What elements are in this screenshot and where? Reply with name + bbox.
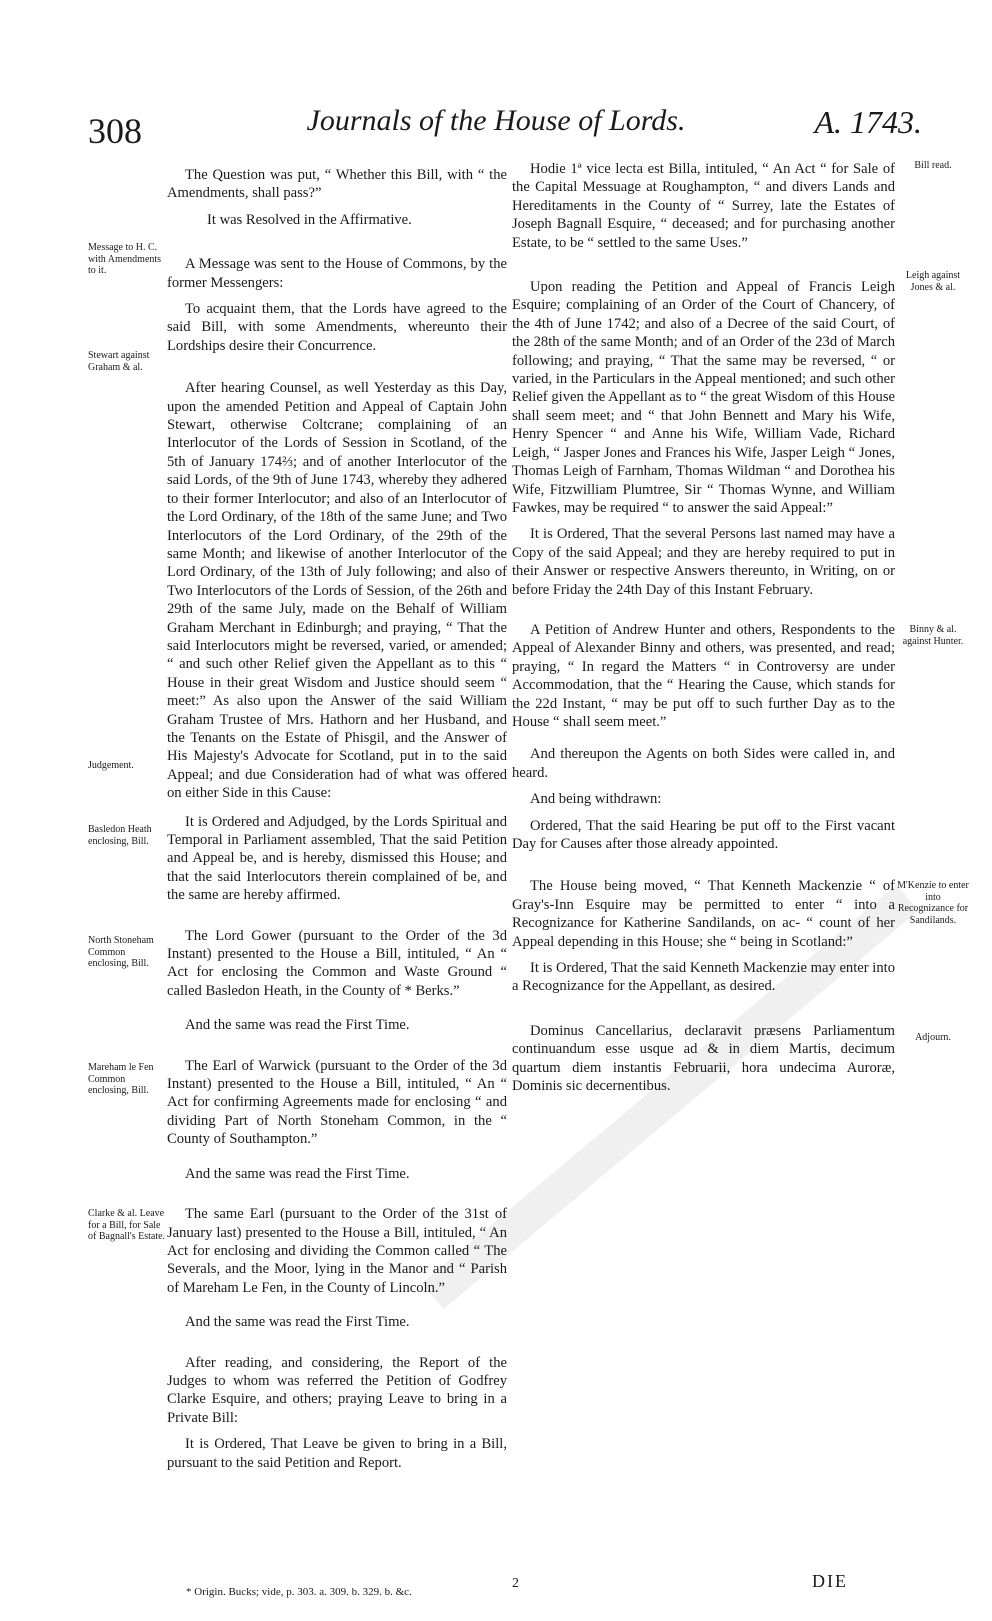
paragraph: And being withdrawn: [530,791,662,808]
margin-note: Mareham le Fen Common enclosing, Bill. [88,1062,154,1096]
paragraph: To acquaint them, that the Lords have agreed to the said Bill, with some Amendments, whereunto their Lordships desire their Concurrence. [167,301,507,354]
margin-note: Adjourn. [915,1032,951,1043]
margin-note: Clarke & al. Leave for a Bill, for Sale of Bagnall's Estate. [88,1208,166,1242]
paragraph: And thereupon the Agents on both Sides were called in, and heard. [512,746,895,781]
paragraph: Ordered, That the said Hearing be put off to the First vacant Day for Causes after those already appointed. [512,817,895,852]
margin-note: M'Kenzie to enter into Recognizance for Sandilands. [897,880,969,926]
paragraph: And the same was read the First Time. [185,1314,410,1331]
page-year: A. 1743. [814,104,922,140]
paragraph: A Petition of Andrew Hunter and others, Respondents to the Appeal of Alexander Binny and others, was presented, and read; praying, “ In regard the Matters “ in Controversy are under Accommodation, that the “ Hearing the Cause, which stands for the 22d Instant, “ may be put off to such further Day as to the House “ shall seem meet.” [512,621,895,730]
paragraph: Hodie 1ª vice lecta est Billa, intituled, “ An Act “ for Sale of the Capital Messuage at Roughampton, “ and divers Lands and Hereditaments in the County of “ Surrey, late the Estates of Joseph Bagnall Esquire, “ deceased; and for purchasing another Estate, to be “ settled to the same Uses.” [512,161,895,251]
paragraph: The House being moved, “ That Kenneth Mackenzie “ of Gray's-Inn Esquire may be permitted to enter “ into a Recognizance for Katherine Sandilands, on ac- “ count of her Appeal depending in this House; she “ being in Scotland:” [512,878,895,950]
margin-note: North Stoneham Common enclosing, Bill. [88,935,154,969]
paragraph: And the same was read the First Time. [185,1165,410,1182]
paragraph: A Message was sent to the House of Commons, by the former Messengers: [167,256,507,291]
catchword: DIE [812,1571,848,1591]
paragraph: The Earl of Warwick (pursuant to the Order of the 3d Instant) presented to the House a Bill, intituled, “ An “ Act for confirming Agreements made for enclosing “ and dividing Part of North Stoneham Common, in the “ County of Southampton.” [167,1057,507,1148]
margin-note: Binny & al. against Hunter. [902,624,964,647]
footnote: * Origin. Bucks; vide, p. 303. a. 309. b. 329. b. &c. [186,1586,412,1598]
margin-note: Bill read. [914,160,952,171]
paragraph: Dominus Cancellarius, declaravit præsens Parliamentum continuandum esse usque ad & in diem Martis, decimum quartum diem instantis Februarii, hora undecima Auroræ, Dominis sic decernentibus. [512,1022,895,1095]
paragraph: It is Ordered and Adjudged, by the Lords Spiritual and Temporal in Parliament assembled, That the said Petition and Appeal be, and is hereby, dismissed this House; and that the said Interlocutors therein complained of be, and the same are hereby affirmed. [167,813,507,904]
paragraph: After hearing Counsel, as well Yesterday as this Day, upon the amended Petition and Appeal of Captain John Stewart, otherwise Coltcrane; complaining of an Interlocutor of the Lords of Session in Scotland, of the 5th of January 174⅔; and of another Interlocutor of the said Lords, of the 9th of June 1743, whereby they adhered to their former Interlocutor; and also of an Interlocutor of the Lord Ordinary, of the 18th of the same June; and Two Interlocutors of the Lord Ordinary, of the 29th of the same Month; and likewise of another Interlocutor of the Lord Ordinary, of the 13th of July following; and also of Two Interlocutors of the Lords of Session, of the 26th and 29th of the same July, made on the Behalf of William Graham Merchant in Edinburgh; and praying, “ That the said Interlocutors might be reversed, varied, or amended; “ and such other Relief given the Appellant as to this “ House in their great Wisdom and Justice should seem “ meet:” As also upon the Answer of the said William Graham Trustee of Mrs. Hathorn and her Husband, and the Tenants on the Estate of Phisgil, and the Answer of His Majesty's Advocate for Scotland, put in to the said Appeal; and due Consideration had of what was offered on either Side in this Cause: [167,380,507,802]
paragraph: And the same was read the First Time. [185,1017,410,1034]
paragraph: The Lord Gower (pursuant to the Order of the 3d Instant) presented to the House a Bill, intituled, “ An “ Act for enclosing the Common and Waste Ground “ called Basledon Heath, in the County of * Berks.” [167,927,507,999]
left-column [167,166,507,1480]
right-column [512,160,895,1103]
page-header [0,24,992,74]
paragraph: It is Ordered, That the several Persons last named may have a Copy of the said Appeal; and they are hereby required to put in their Answer or respective Answers thereunto, in Writing, on or before Friday the 24th Day of this Instant February. [512,526,895,598]
margin-note: Message to H. C. with Amendments to it. [88,242,162,276]
paragraph: The same Earl (pursuant to the Order of the 31st of January last) presented to the House a Bill, intituled, “ An Act for enclosing and dividing the Common called “ The Severals, and the Moor, lying in the Manor and “ Parish of Mareham Le Fen, in the County of Lincoln.” [167,1206,507,1296]
margin-note: Leigh against Jones & al. [905,270,961,293]
page-title: Journals of the House of Lords. [306,104,686,137]
paragraph: Upon reading the Petition and Appeal of Francis Leigh Esquire; complaining of an Order of the Court of Chancery, of the 4th of June 1742; and also of a Decree of the said Court, of the 28th of the same Month; and of an Order of the 23d of March following; and praying, “ That the same may be reversed, “ or varied, in the Particulars in the Appeal mentioned; and such other Relief given the Appellant as to “ the great Wisdom of this House shall seem meet; and “ that John Bennett and Mary his Wife, Henry Spencer “ and Anne his Wife, William Vade, Richard Leigh, “ Jasper Jones and Frances his Wife, Jasper Leigh “ Jones, Thomas Leigh of Farnham, Thomas Wildman “ and Dorothea his Wife, Fitzwilliam Plumtree, Sir “ Thomas Wynne, and William Fawkes, may be required “ to answer the said Appeal:” [512,279,895,516]
paragraph: It is Ordered, That the said Kenneth Mackenzie may enter into a Recognizance for the Appellant, as desired. [512,960,895,995]
paragraph: After reading, and considering, the Report of the Judges to whom was referred the Petition of Godfrey Clarke Esquire, and others; praying Leave to bring in a Private Bill: [167,1354,507,1426]
signature-mark: 2 [512,1576,519,1591]
margin-note: Judgement. [88,760,134,771]
paragraph: It was Resolved in the Affirmative. [207,211,412,228]
margin-note: Basledon Heath enclosing, Bill. [88,824,152,847]
margin-note: Stewart against Graham & al. [88,350,150,373]
paragraph: The Question was put, “ Whether this Bill, with “ the Amendments, shall pass?” [167,167,507,202]
page-number: 308 [88,111,142,151]
paragraph: It is Ordered, That Leave be given to bring in a Bill, pursuant to the said Petition and Report. [167,1436,507,1471]
